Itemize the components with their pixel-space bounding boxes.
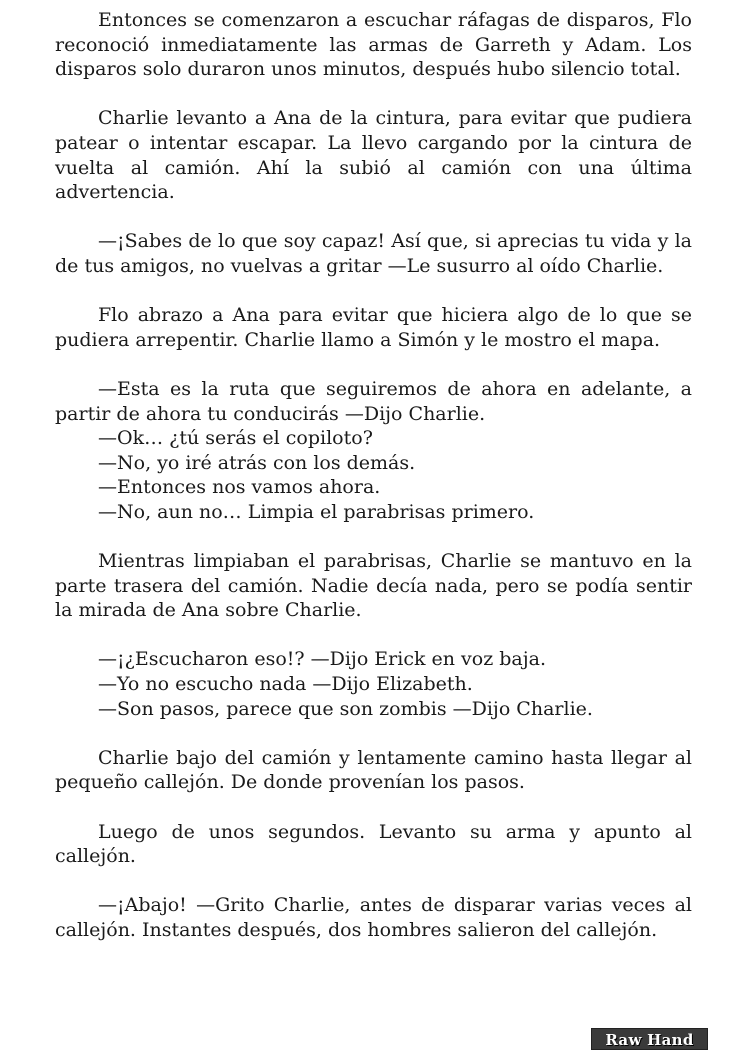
dialog-line: —Yo no escucho nada —Dijo Elizabeth. xyxy=(98,673,473,696)
dialog-line: —No, aun no… Limpia el parabrisas primero. xyxy=(98,500,535,523)
dialog-line: —¡¿Escucharon eso!? —Dijo Erick en voz baja. xyxy=(98,648,547,671)
watermark-label: Raw Hand xyxy=(591,1028,708,1050)
dialog-block xyxy=(55,377,692,525)
dialog-line: —No, yo iré atrás con los demás. xyxy=(98,451,416,474)
paragraph: Luego de unos segundos. Levanto su arma y apunto al callejón. xyxy=(55,820,692,868)
dialog-line: —Son pasos, parece que son zombis —Dijo Charlie. xyxy=(98,697,593,720)
dialog-block xyxy=(55,647,692,721)
paragraph: Mientras limpiaban el parabrisas, Charlie se mantuvo en la parte trasera del camión. Nadie decía nada, pero se podía sentir la mirada de Ana sobre Charlie. xyxy=(55,550,692,622)
dialog-line: —Entonces nos vamos ahora. xyxy=(98,476,381,499)
paragraph: —¡Abajo! —Grito Charlie, antes de disparar varias veces al callejón. Instantes después, dos hombres salieron del callejón. xyxy=(55,894,692,941)
paragraph: Entonces se comenzaron a escuchar ráfagas de disparos, Flo reconoció inmediatamente las armas de Garreth y Adam. Los disparos solo duraron unos minutos, después hubo silencio total. xyxy=(55,9,692,81)
paragraph: Charlie bajo del camión y lentamente camino hasta llegar al pequeño callejón. De donde provenían los pasos. xyxy=(55,746,692,794)
paragraph: Flo abrazo a Ana para evitar que hiciera algo de lo que se pudiera arrepentir. Charlie llamo a Simón y le mostro el mapa. xyxy=(55,304,692,351)
page-text xyxy=(55,8,692,967)
dialog-line: —Ok… ¿tú serás el copiloto? xyxy=(98,427,373,450)
paragraph: Charlie levanto a Ana de la cintura, para evitar que pudiera patear o intentar escapar. La llevo cargando por la cintura de vuelta al camión. Ahí la subió al camión con una última advertencia. xyxy=(55,107,692,204)
dialog-line: —Esta es la ruta que seguiremos de ahora en adelante, a partir de ahora tu conducirás —Dijo Charlie. xyxy=(55,377,692,425)
paragraph: —¡Sabes de lo que soy capaz! Así que, si aprecias tu vida y la de tus amigos, no vuelvas a gritar —Le susurro al oído Charlie. xyxy=(55,230,692,277)
